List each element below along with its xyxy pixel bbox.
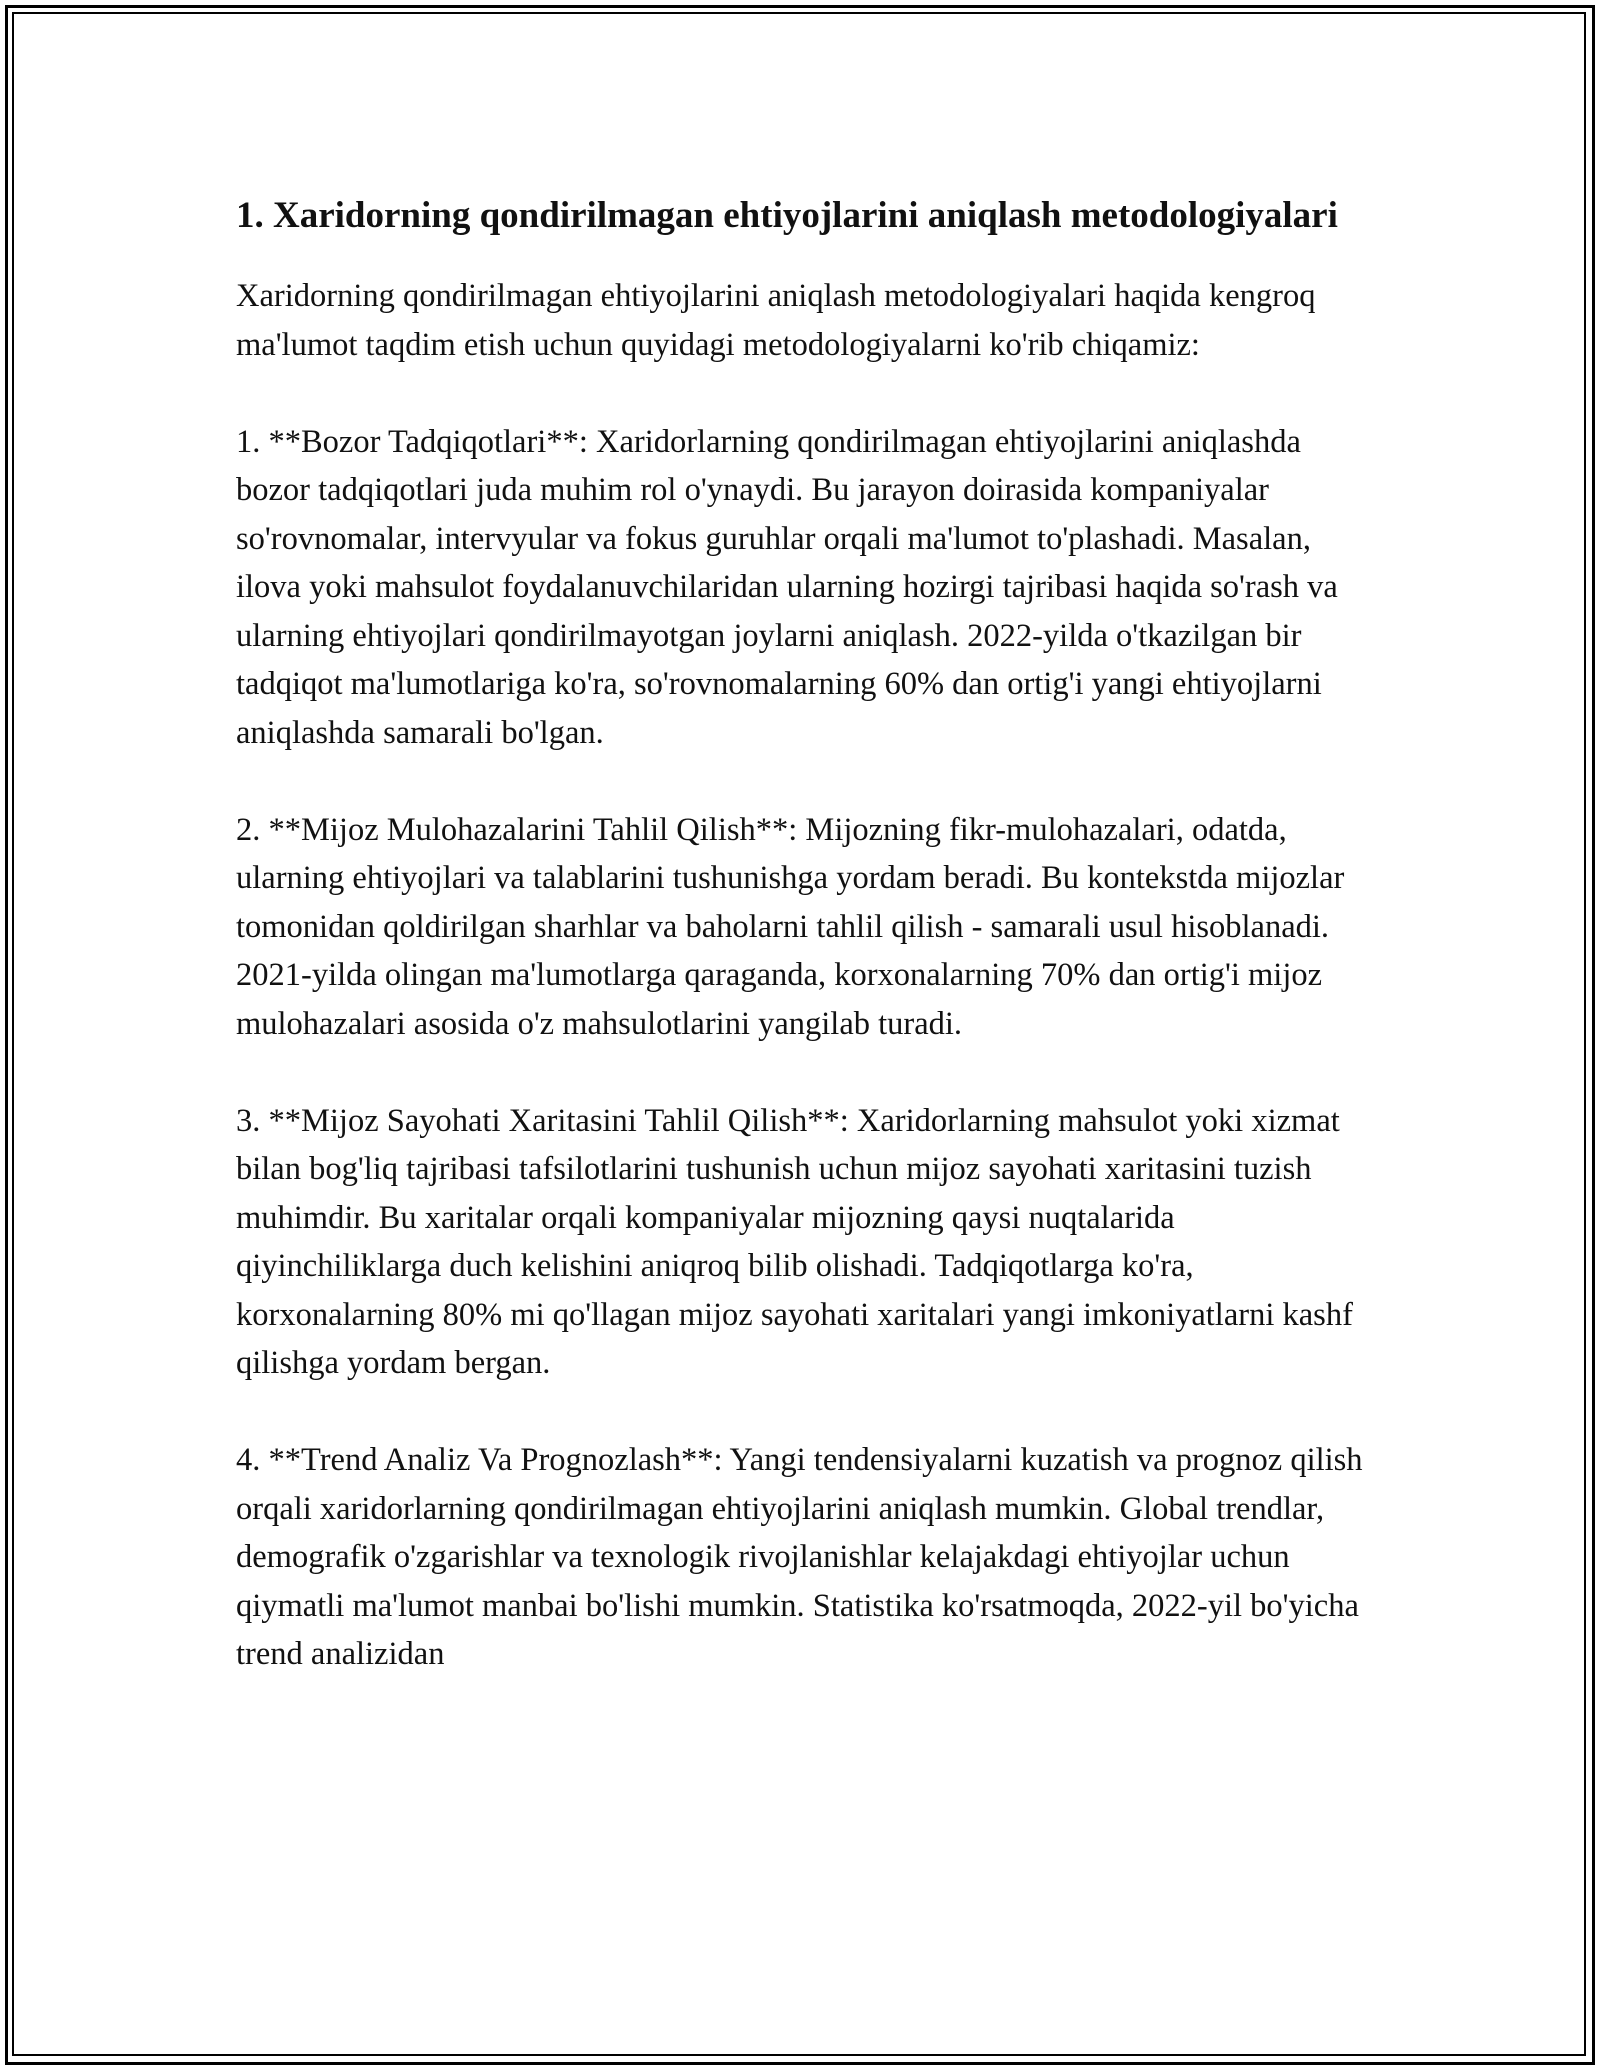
section-heading: 1. Xaridorning qondirilmagan ehtiyojlarini aniqlash metodologiyalari bbox=[236, 195, 1338, 236]
document-body bbox=[236, 188, 1366, 1727]
paragraph-market-research: 1. **Bozor Tadqiqotlari**: Xaridorlarning qondirilmagan ehtiyojlarini aniqlashda bozor tadqiqotlari juda muhim rol o'ynaydi. Bu jarayon doirasida kompaniyalar so'rovnomalar, intervyular va fokus guruhlar orqali ma'lumot to'plashadi. Masalan, ilova yoki mahsulot foydalanuvchilaridan ularning hozirgi tajribasi haqida so'rash va ularning ehtiyojlari qondirilmayotgan joylarni aniqlash. 2022-yilda o'tkazilgan bir tadqiqot ma'lumotlariga ko'ra, so'rovnomalarning 60% dan ortig'i yangi ehtiyojlarni aniqlashda samarali bo'lgan. bbox=[236, 423, 1338, 751]
paragraph-feedback-analysis: 2. **Mijoz Mulohazalarini Tahlil Qilish**: Mijozning fikr-mulohazalari, odatda, ularning ehtiyojlari va talablarini tushunishga yordam beradi. Bu kontekstda mijozlar tomonidan qoldirilgan sharhlar va baholarni tahlil qilish - samarali usul hisoblanadi. 2021-yilda olingan ma'lumotlarga qaraganda, korxonalarning 70% dan ortig'i mijoz mulohazalari asosida o'z mahsulotlarini yangilab turadi. bbox=[236, 811, 1345, 1042]
paragraph-trend-analysis: 4. **Trend Analiz Va Prognozlash**: Yangi tendensiyalarni kuzatish va prognoz qilish orqali xaridorlarning qondirilmagan ehtiyojlarini aniqlash mumkin. Global trendlar, demografik o'zgarishlar va texnologik rivojlanishlar kelajakdagi ehtiyojlar uchun qiymatli ma'lumot manbai bo'lishi mumkin. Statistika ko'rsatmoqda, 2022-yil bo'yicha trend analizidan bbox=[236, 1442, 1363, 1672]
intro-paragraph: Xaridorning qondirilmagan ehtiyojlarini aniqlash metodologiyalari haqida kengroq ma'lumot taqdim etish uchun quyidagi metodologiyalarni ko'rib chiqamiz: bbox=[236, 278, 1316, 363]
paragraph-journey-map: 3. **Mijoz Sayohati Xaritasini Tahlil Qilish**: Xaridorlarning mahsulot yoki xizmat bilan bog'liq tajribasi tafsilotlarini tushunish uchun mijoz sayohati xaritasini tuzish muhimdir. Bu xaritalar orqali kompaniyalar mijozning qaysi nuqtalarida qiyinchiliklarga duch kelishini aniqroq bilib olishadi. Tadqiqotlarga ko'ra, korxonalarning 80% mi qo'llagan mijoz sayohati xaritalari yangi imkoniyatlarni kashf qilishga yordam bergan. bbox=[236, 1102, 1353, 1381]
